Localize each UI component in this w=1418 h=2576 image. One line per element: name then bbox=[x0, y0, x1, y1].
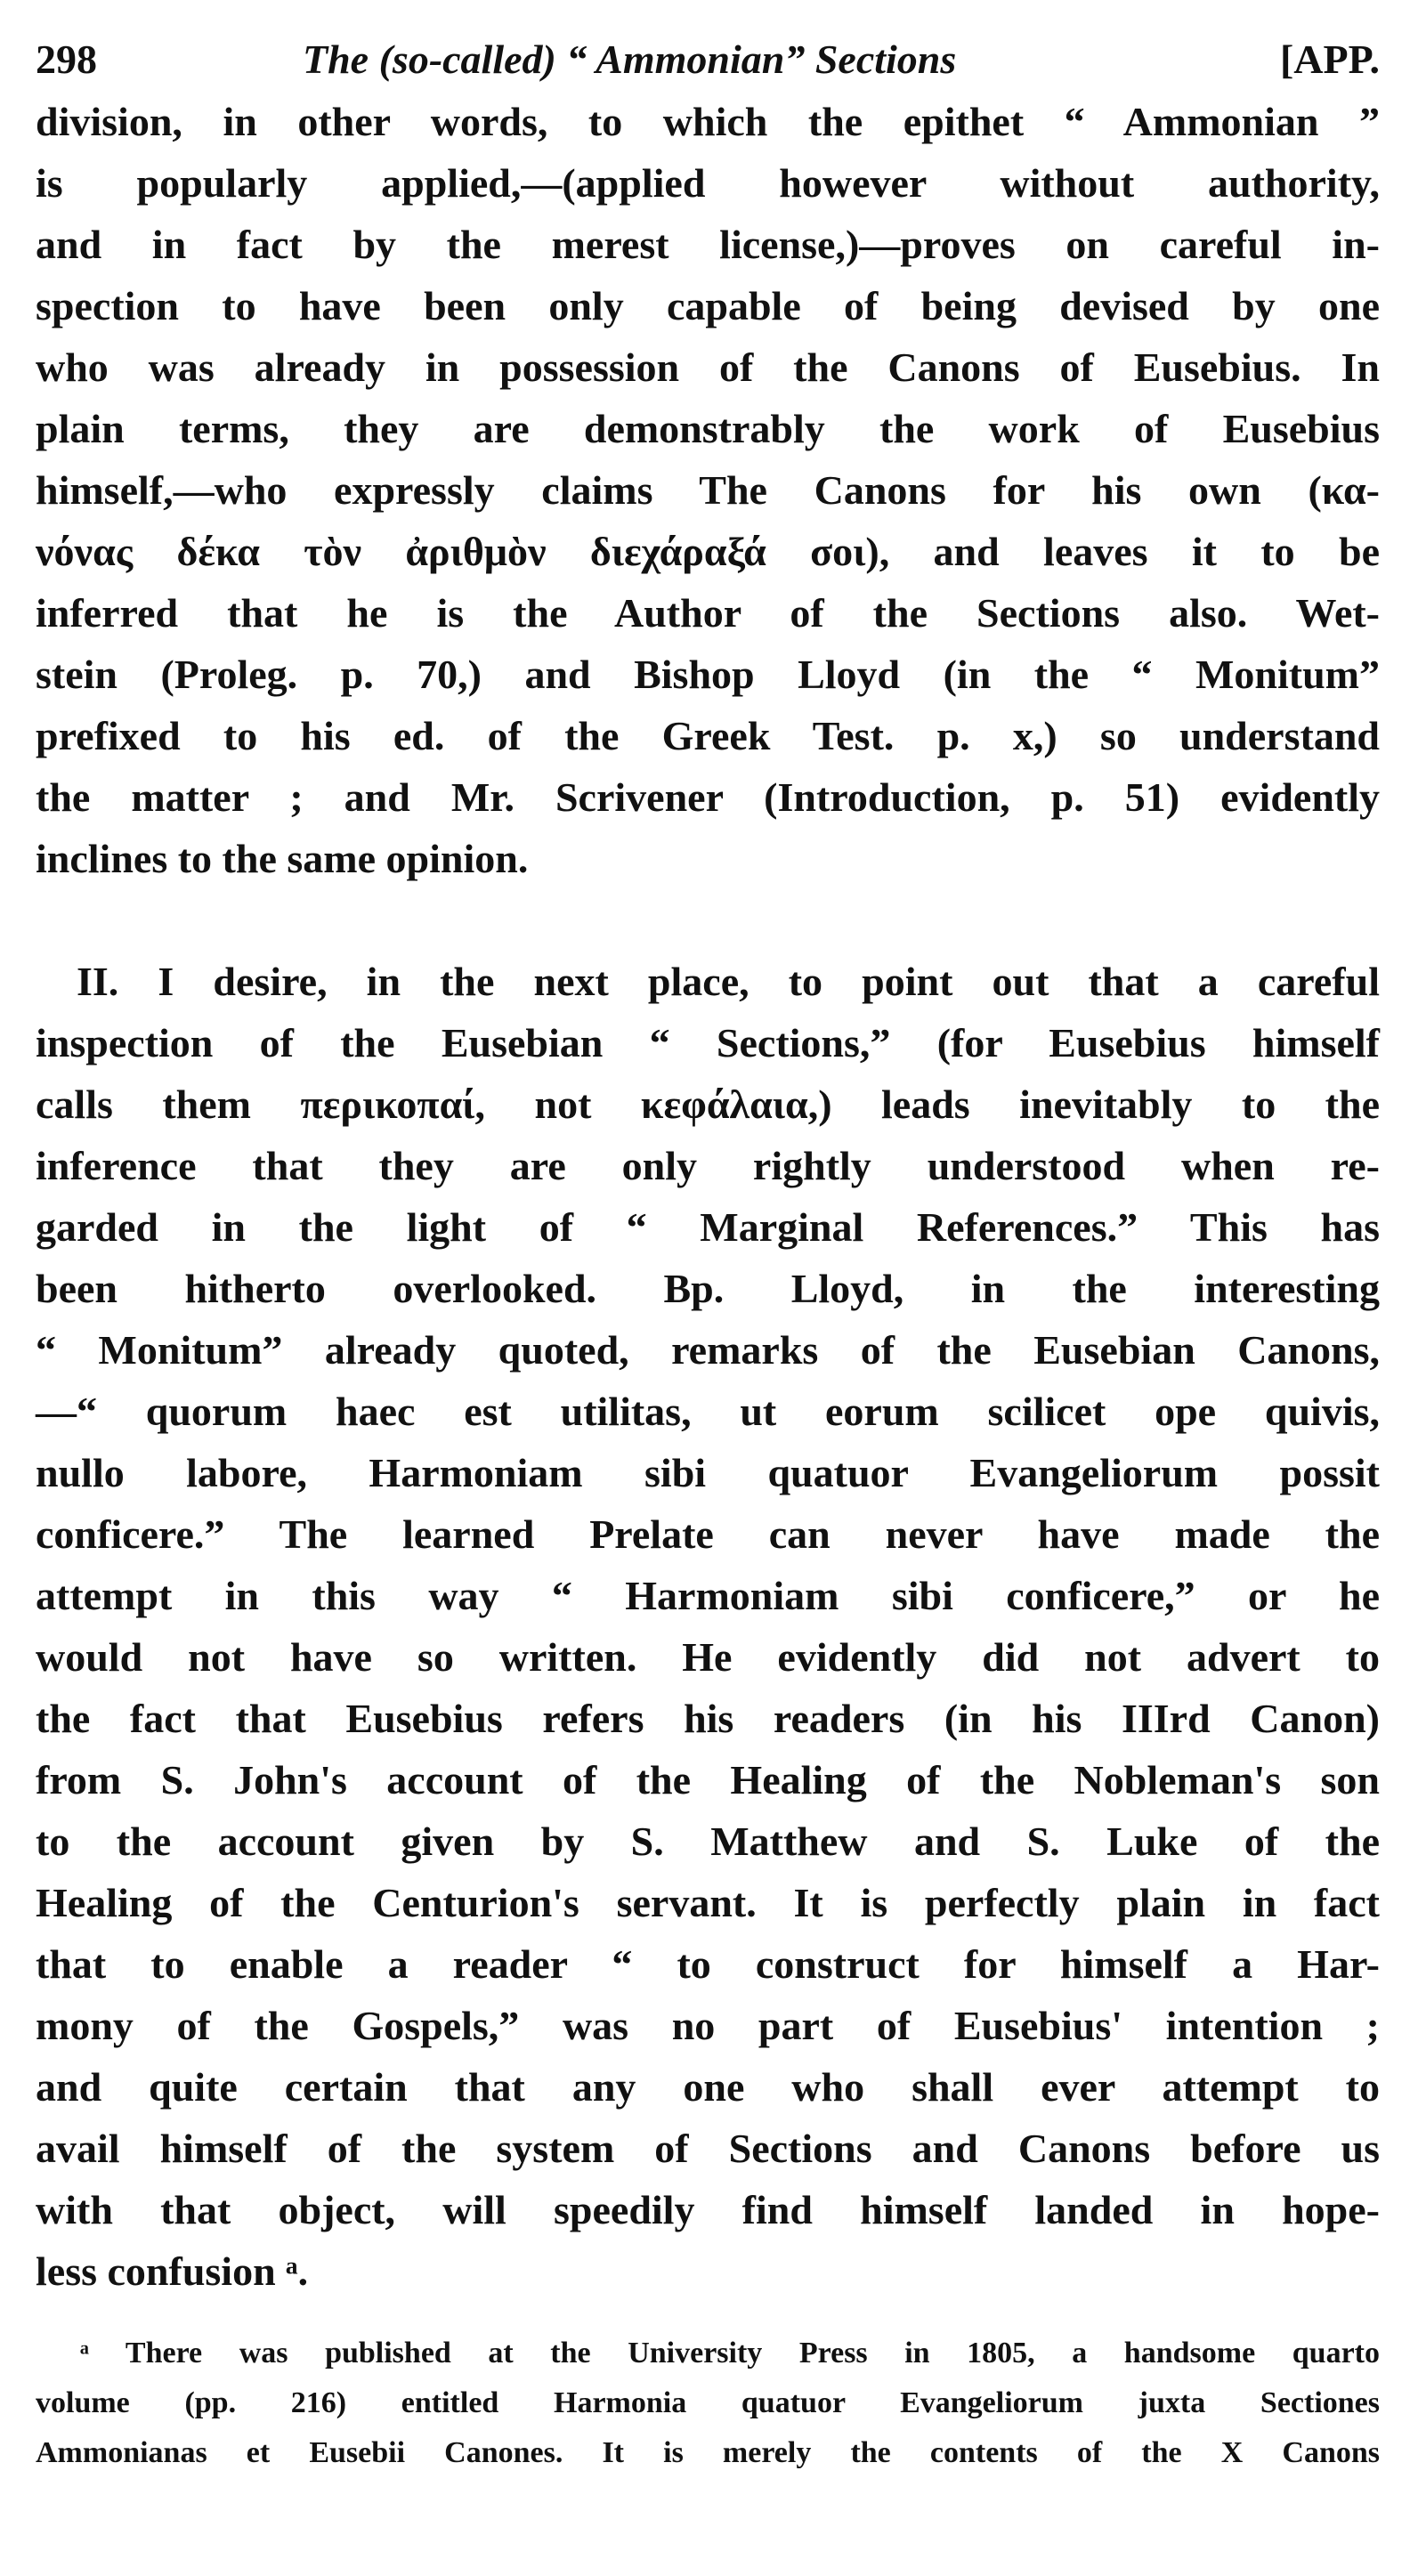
text-line: stein (Proleg. p. 70,) and Bishop Lloyd (in the “ Monitum” bbox=[36, 652, 1380, 697]
text-line: himself,—who expressly claims The Canons for his own (κα- bbox=[36, 467, 1380, 513]
text-line: II. I desire, in the next place, to point out that a careful bbox=[77, 959, 1380, 1004]
text-line: from S. John's account of the Healing of the Nobleman's son bbox=[36, 1757, 1380, 1802]
text-line: calls them περικοπαί, not κεφάλαια,) leads inevitably to the bbox=[36, 1081, 1380, 1127]
footnote-line: volume (pp. 216) entitled Harmonia quatuor Evangeliorum juxta Sectiones bbox=[36, 2386, 1380, 2419]
text-line: to the account given by S. Matthew and S. Luke of the bbox=[36, 1819, 1380, 1864]
text-line: garded in the light of “ Marginal References.” This has bbox=[36, 1204, 1380, 1250]
text-line: who was already in possession of the Canons of Eusebius. In bbox=[36, 344, 1380, 390]
text-line: inspection of the Eusebian “ Sections,” (for Eusebius himself bbox=[36, 1020, 1380, 1065]
text-line: prefixed to his ed. of the Greek Test. p. x,) so understand bbox=[36, 713, 1380, 758]
text-line: “ Monitum” already quoted, remarks of the Eusebian Canons, bbox=[36, 1327, 1380, 1373]
text-line: is popularly applied,—(applied however without authority, bbox=[36, 160, 1380, 206]
text-line: conficere.” The learned Prelate can never have made the bbox=[36, 1511, 1380, 1557]
text-line: the fact that Eusebius refers his readers (in his IIIrd Canon) bbox=[36, 1696, 1380, 1741]
footnote-line: ᵃ There was published at the University Press in 1805, a handsome quarto bbox=[80, 2337, 1380, 2369]
text-line: plain terms, they are demonstrably the work of Eusebius bbox=[36, 406, 1380, 451]
running-header bbox=[36, 36, 1380, 91]
text-line: with that object, will speedily find himself landed in hope- bbox=[36, 2187, 1380, 2232]
text-line: —“ quorum haec est utilitas, ut eorum scilicet ope quivis, bbox=[36, 1389, 1380, 1434]
text-line: attempt in this way “ Harmoniam sibi conficere,” or he bbox=[36, 1573, 1380, 1618]
section-mark: [APP. bbox=[1279, 36, 1380, 82]
text-line: that to enable a reader “ to construct for himself a Har- bbox=[36, 1941, 1380, 1987]
text-line: would not have so written. He evidently did not advert to bbox=[36, 1634, 1380, 1680]
paragraph-gap bbox=[36, 889, 1380, 951]
text-line: νόνας δέκα τὸν ἀριθμὸν διεχάραξά σοι), and leaves it to be bbox=[36, 529, 1380, 574]
running-title: The (so-called) “ Ammonian” Sections bbox=[303, 36, 957, 82]
text-line: been hitherto overlooked. Bp. Lloyd, in the interesting bbox=[36, 1266, 1380, 1311]
text-line: and in fact by the merest license,)—proves on careful in- bbox=[36, 222, 1380, 267]
text-line: and quite certain that any one who shall ever attempt to bbox=[36, 2064, 1380, 2110]
text-line: less confusion ᵃ. bbox=[36, 2248, 309, 2294]
text-line: inference that they are only rightly understood when re- bbox=[36, 1143, 1380, 1188]
text-line: mony of the Gospels,” was no part of Eusebius' intention ; bbox=[36, 2003, 1380, 2048]
text-line: nullo labore, Harmoniam sibi quatuor Evangeliorum possit bbox=[36, 1450, 1380, 1495]
paragraph-2 bbox=[36, 951, 1380, 2302]
text-line: inclines to the same opinion. bbox=[36, 836, 529, 881]
text-line: spection to have been only capable of being devised by one bbox=[36, 283, 1380, 328]
book-page bbox=[36, 36, 1380, 2478]
text-line: inferred that he is the Author of the Sections also. Wet- bbox=[36, 590, 1380, 636]
text-line: Healing of the Centurion's servant. It is perfectly plain in fact bbox=[36, 1880, 1380, 1925]
page-number: 298 bbox=[36, 36, 97, 82]
text-line: division, in other words, to which the epithet “ Ammonian ” bbox=[36, 99, 1380, 144]
footnote bbox=[36, 2329, 1380, 2478]
text-line: the matter ; and Mr. Scrivener (Introduction, p. 51) evidently bbox=[36, 774, 1380, 820]
paragraph-1 bbox=[36, 91, 1380, 889]
text-line: avail himself of the system of Sections and Canons before us bbox=[36, 2126, 1380, 2171]
footnote-line: Ammonianas et Eusebii Canones. It is merely the contents of the X Canons bbox=[36, 2436, 1380, 2469]
